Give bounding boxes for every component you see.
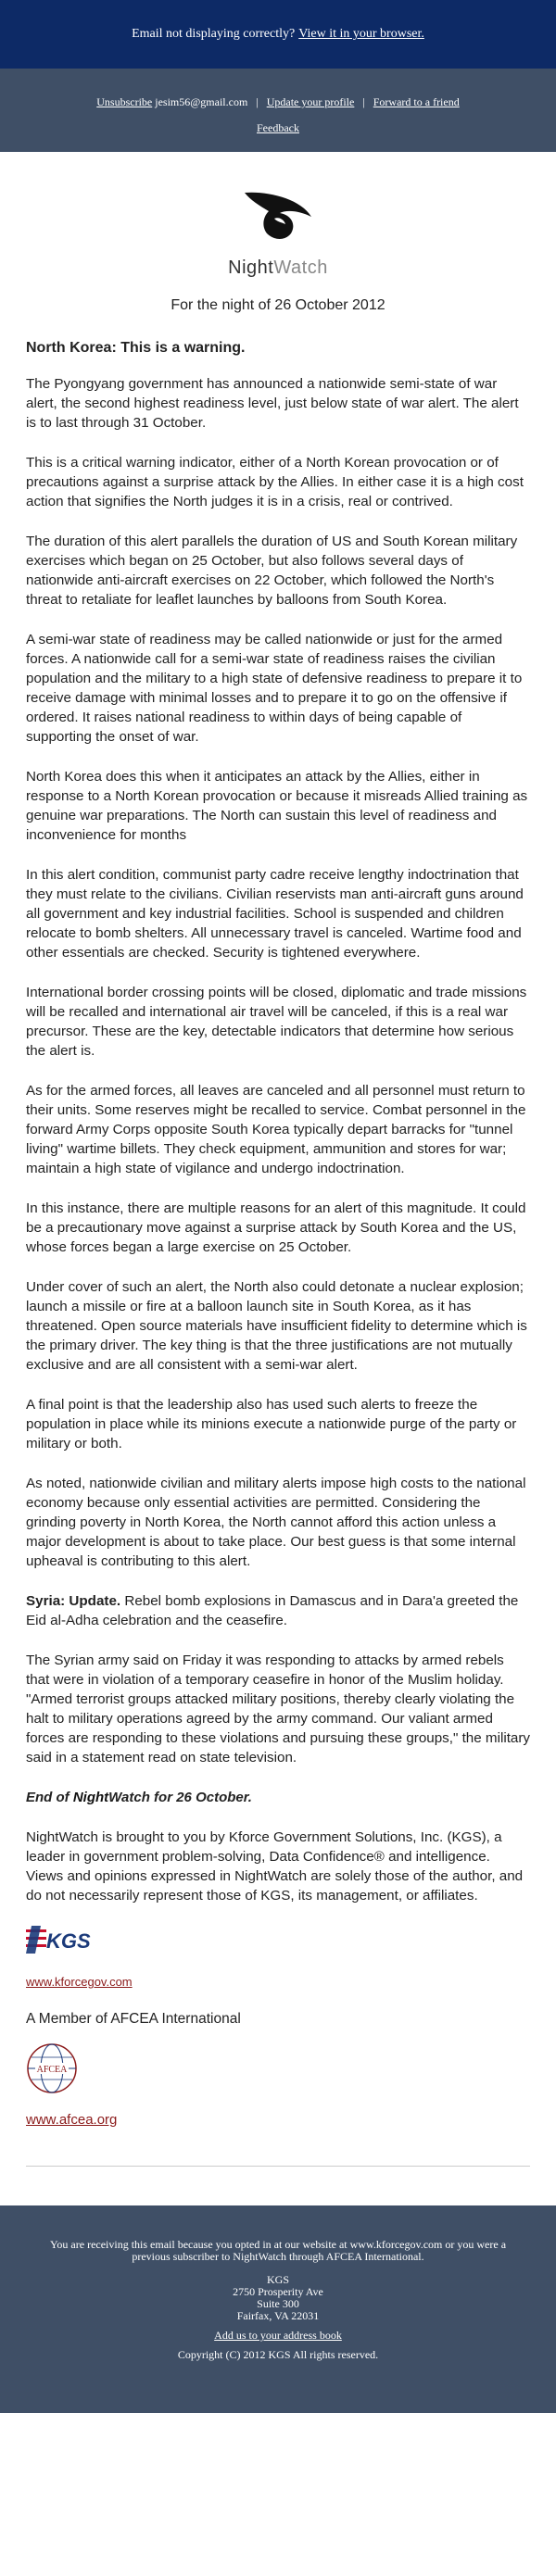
sponsor-paragraph: NightWatch is brought to you by Kforce Government Solutions, Inc. (KGS), a leader in government problem-solving, Data Confidence® and intelligence. Views and opinions expressed in NightWatch are solely those of the author, and do not necessarily represent those of KGS, its management, or affiliates.	[26, 1829, 524, 1904]
afcea-link[interactable]: www.afcea.org	[26, 2112, 118, 2128]
end-of-issue	[26, 1788, 530, 1807]
update-profile-link[interactable]: Update your profile	[266, 95, 355, 108]
brand-watch: Watch	[273, 258, 328, 278]
syria-intro: Rebel bomb explosions in Damascus and in Dara'a greeted the Eid al-Adha celebration and the ceasefire.	[26, 1593, 519, 1628]
subscription-notice: You are receiving this email because you opted in at our website at www.kforcegov.com or you were a previous subscriber to NightWatch through AFCEA International.	[49, 2238, 507, 2263]
article-headline: North Korea: This is a warning.	[26, 340, 246, 356]
top-bar	[0, 0, 556, 69]
paragraph: A final point is that the leadership also has used such alerts to freeze the population in place while its minions execute a nationwide purge of the party or military or both.	[26, 1397, 517, 1451]
address-line: 2750 Prosperity Ave	[233, 2285, 323, 2298]
paragraph: A semi-war state of readiness may be called nationwide or just for the armed forces. A nationwide call for a semi-war state of readiness raises the civilian population and the military to a high state of defensive readiness to prepare it to receive damage with minimal losses and to prepare it to go on the offensive if ordered. It raises national readiness to within days of being capable of supporting the onset of war.	[26, 632, 523, 745]
mailing-address	[0, 2274, 556, 2322]
syria-label: Syria: Update.	[26, 1593, 121, 1609]
kgs-logo-text: KGS	[46, 1929, 91, 1953]
footer	[0, 2205, 556, 2413]
paragraph: This is a critical warning indicator, either of a North Korean provocation or of precautions against a surprise attack by the Allies. In either case it is a high cost action that signifies the North judges it is in a crisis, real or contrived.	[26, 455, 524, 509]
separator: |	[362, 95, 365, 108]
address-line: KGS	[266, 2273, 289, 2286]
address-line: Suite 300	[257, 2297, 299, 2310]
article-body	[0, 338, 556, 2129]
paragraph: International border crossing points will be closed, diplomatic and trade missions will be recalled and international air travel will be canceled, if this is a real war precursor. These are the key, detectable indicators that determine how serious the alert is.	[26, 985, 527, 1059]
paragraph: In this instance, there are multiple reasons for an alert of this magnitude. It could be a precautionary move against a surprise attack by South Korea and the US, whose forces began a large exercise on 25 October.	[26, 1200, 526, 1255]
view-in-browser-link[interactable]: View it in your browser.	[298, 27, 424, 41]
issue-date: For the night of 26 October 2012	[171, 297, 385, 313]
subscription-bar	[0, 69, 556, 152]
subscriber-email: jesim56@gmail.com	[155, 95, 248, 108]
paragraph: The Pyongyang government has announced a nationwide semi-state of war alert, the second highest readiness level, just below state of war alert. The alert is to last through 31 October.	[26, 376, 519, 431]
paragraph: As noted, nationwide civilian and military alerts impose high costs to the national economy because only essential activities are permitted. Considering the grinding poverty in North Korea, the North cannot afford this action unless a major development is about to take place. Our best guess is that some internal upheaval is contributing to this alert.	[26, 1476, 526, 1569]
syria-update	[26, 1591, 530, 1630]
paragraph: As for the armed forces, all leaves are canceled and all personnel must return to their units. Some reserves might be recalled to service. Combat personnel in the forward Army Corps opposite South Korea typically depart barracks for "tunnel living" wartime billets. They check equipment, ammunition and stores for war; maintain a high state of vigilance and undergo indoctrination.	[26, 1083, 526, 1176]
divider	[26, 2166, 530, 2167]
copyright: Copyright (C) 2012 KGS All rights reserved.	[177, 2348, 379, 2361]
display-notice: Email not displaying correctly?	[132, 27, 296, 41]
paragraph: Under cover of such an alert, the North also could detonate a nuclear explosion; launch a missile or fire at a balloon launch site in South Korea, as it has threatened. Open source materials have insufficient fidelity to determine which is the primary driver. The key thing is that the three justifications are not mutually exclusive and are all consistent with a semi-war alert.	[26, 1279, 527, 1373]
feedback-link[interactable]: Feedback	[257, 121, 299, 134]
end-prefix: End of	[26, 1790, 73, 1805]
newsletter-header	[0, 152, 556, 314]
afcea-membership: A Member of AFCEA International	[26, 2011, 241, 2027]
nightwatch-eye-logo	[239, 185, 317, 245]
address-line: Fairfax, VA 22031	[236, 2309, 320, 2322]
separator: |	[256, 95, 259, 108]
afcea-logo-text: AFCEA	[36, 2065, 68, 2075]
brand-night: Night	[228, 258, 274, 278]
end-night: Night	[72, 1790, 109, 1805]
paragraph: The duration of this alert parallels the duration of US and South Korean military exercises which began on 25 October, but also follows several days of nationwide anti-aircraft exercises on 22 October, which followed the North's threat to retaliate for leaflet launches by balloons from South Korea.	[26, 534, 518, 608]
paragraph: North Korea does this when it anticipates an attack by the Allies, either in response to a North Korean provocation or because it misreads Allied training as genuine war preparations. The North can sustain this level of readiness and inconvenience for months	[26, 769, 528, 843]
paragraph: In this alert condition, communist party cadre receive lengthy indoctrination that they must relate to the civilians. Civilian reservists man anti-aircraft guns around all government and key industrial facilities. School is suspended and children relocate to bomb shelters. All unnecessary travel is canceled. Wartime food and other essentials are checked. Security is tightened everywhere.	[26, 867, 524, 961]
kforcegov-link[interactable]: www.kforcegov.com	[26, 1975, 133, 1989]
end-suffix: Watch for 26 October.	[108, 1790, 252, 1805]
paragraph: The Syrian army said on Friday it was responding to attacks by armed rebels that were in violation of a temporary ceasefire in honor of the Muslim holiday. "Armed terrorist groups attacked military positions, thereby clearly violating the halt to military operations agreed by the army command. Our valiant armed forces are responding to these violations and pursuing these groups," the military said in a statement read on state television.	[26, 1652, 531, 1766]
kgs-logo	[26, 1926, 100, 1954]
forward-to-friend-link[interactable]: Forward to a friend	[373, 95, 460, 108]
add-to-address-book-link[interactable]: Add us to your address book	[214, 2329, 342, 2342]
unsubscribe-link[interactable]: Unsubscribe	[96, 95, 153, 108]
brand-name	[0, 258, 556, 279]
afcea-logo	[26, 2042, 78, 2094]
